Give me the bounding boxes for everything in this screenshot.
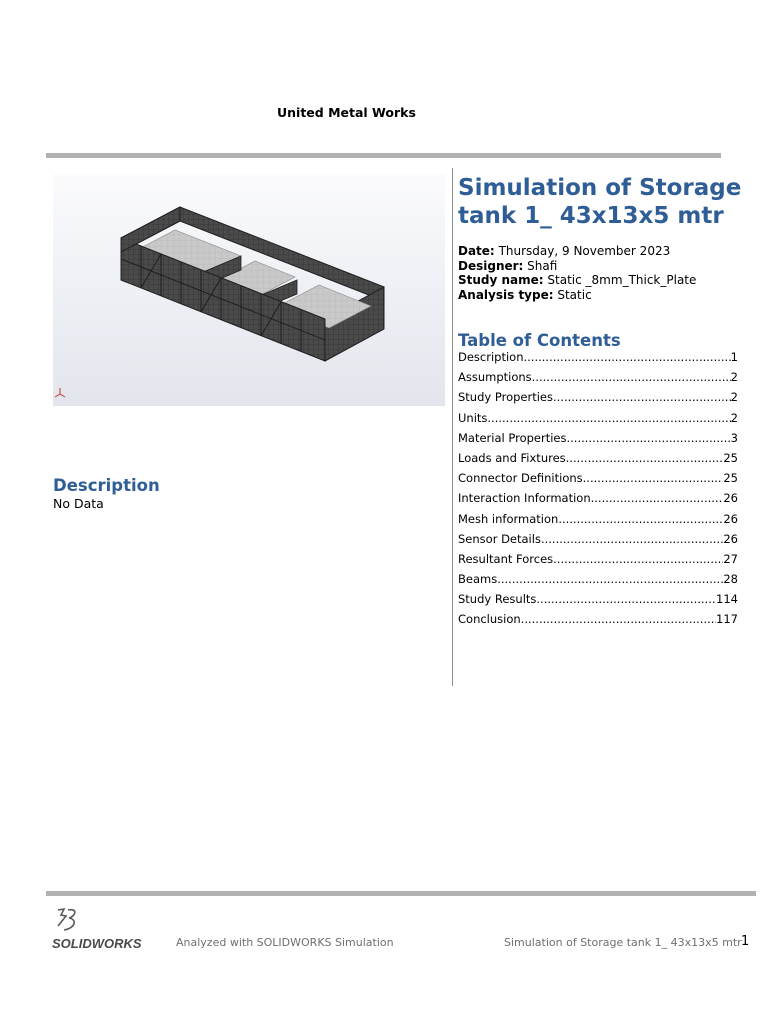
report-title: Simulation of Storage tank 1_ 43x13x5 mtr (458, 175, 742, 229)
toc-entry-loads-and-fixtures[interactable]: Loads and Fixtures ..... 25 (458, 451, 738, 471)
meta-date: Date: Thursday, 9 November 2023 (458, 244, 671, 258)
toc-entry-conclusion[interactable]: Conclusion ..... 117 (458, 612, 738, 632)
3ds-logo-icon (58, 909, 75, 930)
toc-entry-assumptions[interactable]: Assumptions ..... 2 (458, 370, 738, 390)
toc-entry-material-properties[interactable]: Material Properties ..... 3 (458, 431, 738, 451)
toc-entry-study-results[interactable]: Study Results ..... 114 (458, 592, 738, 612)
solidworks-logo (52, 906, 162, 952)
description-text: No Data (53, 496, 104, 511)
toc-heading: Table of Contents (458, 331, 621, 350)
toc-entry-interaction-information[interactable]: Interaction Information ..... 26 (458, 491, 738, 511)
header-rule (46, 153, 721, 158)
footer-analyzed-text: Analyzed with SOLIDWORKS Simulation (176, 936, 394, 949)
page-number: 1 (741, 934, 750, 949)
description-heading: Description (53, 476, 160, 495)
toc-entry-units[interactable]: Units ..... 2 (458, 411, 738, 431)
toc-entry-resultant-forces[interactable]: Resultant Forces ..... 27 (458, 552, 738, 572)
toc-entry-mesh-information[interactable]: Mesh information ..... 26 (458, 512, 738, 532)
toc-entry-study-properties[interactable]: Study Properties ..... 2 (458, 390, 738, 410)
meta-analysis-type: Analysis type: Static (458, 287, 592, 302)
toc-entry-description[interactable]: Description ..... 1 (458, 350, 738, 370)
footer-doc-title: Simulation of Storage tank 1_ 43x13x5 mtr (504, 936, 742, 949)
meta-designer: Designer: Shafi (458, 258, 558, 273)
study-meta (458, 244, 696, 302)
meta-study-name: Study name: Static _8mm_Thick_Plate (458, 273, 697, 287)
toc-entry-connector-definitions[interactable]: Connector Definitions ..... 25 (458, 471, 738, 491)
toc-entry-beams[interactable]: Beams ..... 28 (458, 572, 738, 592)
column-divider (452, 168, 453, 686)
toc-entry-sensor-details[interactable]: Sensor Details ..... 26 (458, 532, 738, 552)
table-of-contents (458, 350, 738, 633)
logo-wordmark: SOLIDWORKS (52, 936, 142, 951)
tank-model-image (53, 174, 445, 406)
company-name: United Metal Works (277, 105, 416, 120)
footer-rule (46, 891, 756, 896)
